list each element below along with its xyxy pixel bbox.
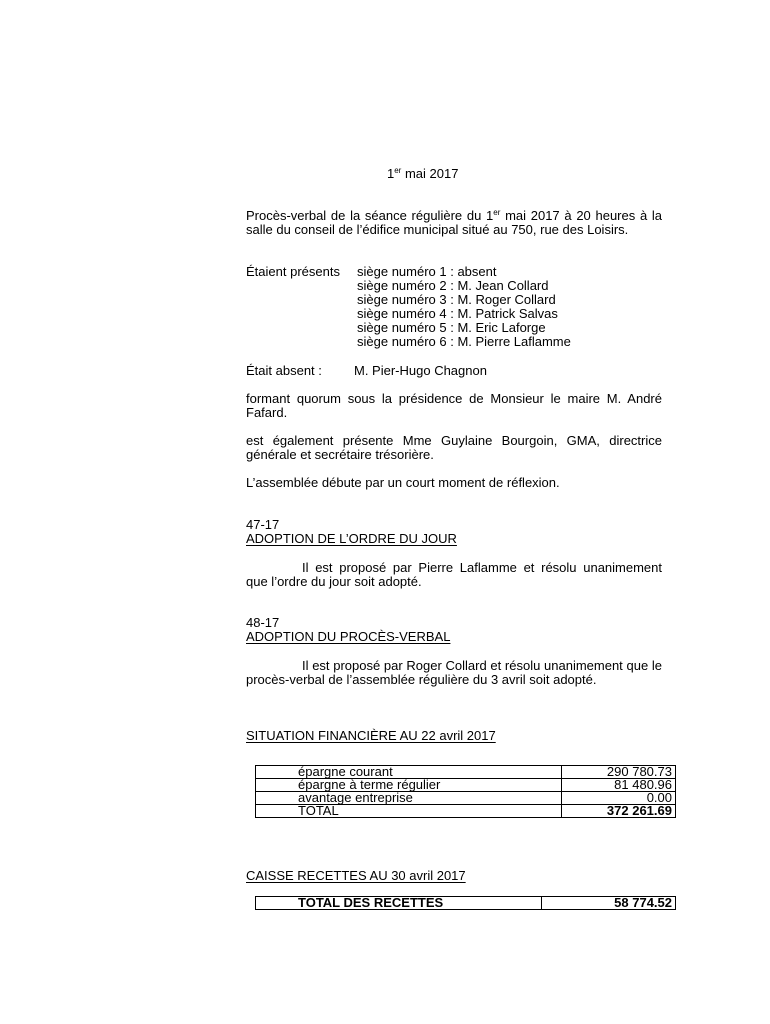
- seat-line: siège numéro 4 : M. Patrick Salvas: [357, 306, 558, 321]
- date-sup: er: [394, 166, 402, 175]
- resolution-number: 47-17: [246, 517, 280, 532]
- attendance-label: Étaient présents: [246, 264, 340, 279]
- dg-paragraph: est également présente Mme Guylaine Bourgoin, GMA, directrice générale et secrétaire trésorière.: [246, 433, 662, 462]
- table-cell-label: épargne courant: [256, 766, 562, 779]
- table-cell-value: 81 480.96: [562, 779, 676, 792]
- table-row: [256, 897, 676, 910]
- seat-line: siège numéro 3 : M. Roger Collard: [357, 292, 556, 307]
- resolution-number: 48-17: [246, 615, 280, 630]
- table-cell-label: TOTAL: [256, 805, 562, 818]
- date-rest: mai 2017: [401, 166, 459, 181]
- table-cell-label: avantage entreprise: [256, 792, 562, 805]
- table-cell-label: épargne à terme régulier: [256, 779, 562, 792]
- receipts-table: [255, 896, 676, 910]
- resolution-text: Il est proposé par Pierre Laflamme et résolu unanimement que l’ordre du jour soit adopté.: [246, 560, 662, 589]
- seat-line: siège numéro 2 : M. Jean Collard: [357, 278, 549, 293]
- table-row: [256, 805, 676, 818]
- seat-line: siège numéro 1 : absent: [357, 264, 497, 279]
- intro-part2: mai 2017 à 20 heures à la salle du conseil de l’édifice municipal situé au 750, rue des Loisirs.: [246, 208, 663, 237]
- quorum-paragraph: formant quorum sous la présidence de Monsieur le maire M. André Fafard.: [246, 391, 662, 420]
- opening-line: L’assemblée débute par un court moment de réflexion.: [246, 475, 560, 490]
- seat-line: siège numéro 6 : M. Pierre Laflamme: [357, 334, 571, 349]
- date-day: 1: [387, 166, 395, 181]
- receipts-title: CAISSE RECETTES AU 30 avril 2017: [246, 868, 466, 883]
- intro-part1: Procès-verbal de la séance régulière du 1: [246, 208, 494, 223]
- intro-sup: er: [493, 208, 501, 217]
- financial-table: [255, 765, 676, 818]
- table-cell-value: 58 774.52: [542, 897, 676, 910]
- table-cell-value: 372 261.69: [562, 805, 676, 818]
- financial-title: SITUATION FINANCIÈRE AU 22 avril 2017: [246, 728, 496, 743]
- absent-name: M. Pier-Hugo Chagnon: [354, 363, 487, 378]
- absent-label: Était absent :: [246, 363, 322, 378]
- table-cell-label: TOTAL DES RECETTES: [256, 897, 542, 910]
- date-heading: [387, 167, 458, 181]
- resolution-text: Il est proposé par Roger Collard et résolu unanimement que le procès-verbal de l’assemblée régulière du 3 avril soit adopté.: [246, 658, 662, 687]
- intro-paragraph: [246, 209, 662, 237]
- resolution-title: ADOPTION DU PROCÈS-VERBAL: [246, 629, 451, 644]
- resolution-title: ADOPTION DE L’ORDRE DU JOUR: [246, 531, 457, 546]
- table-cell-value: 290 780.73: [562, 766, 676, 779]
- seat-line: siège numéro 5 : M. Eric Laforge: [357, 320, 546, 335]
- table-cell-value: 0.00: [562, 792, 676, 805]
